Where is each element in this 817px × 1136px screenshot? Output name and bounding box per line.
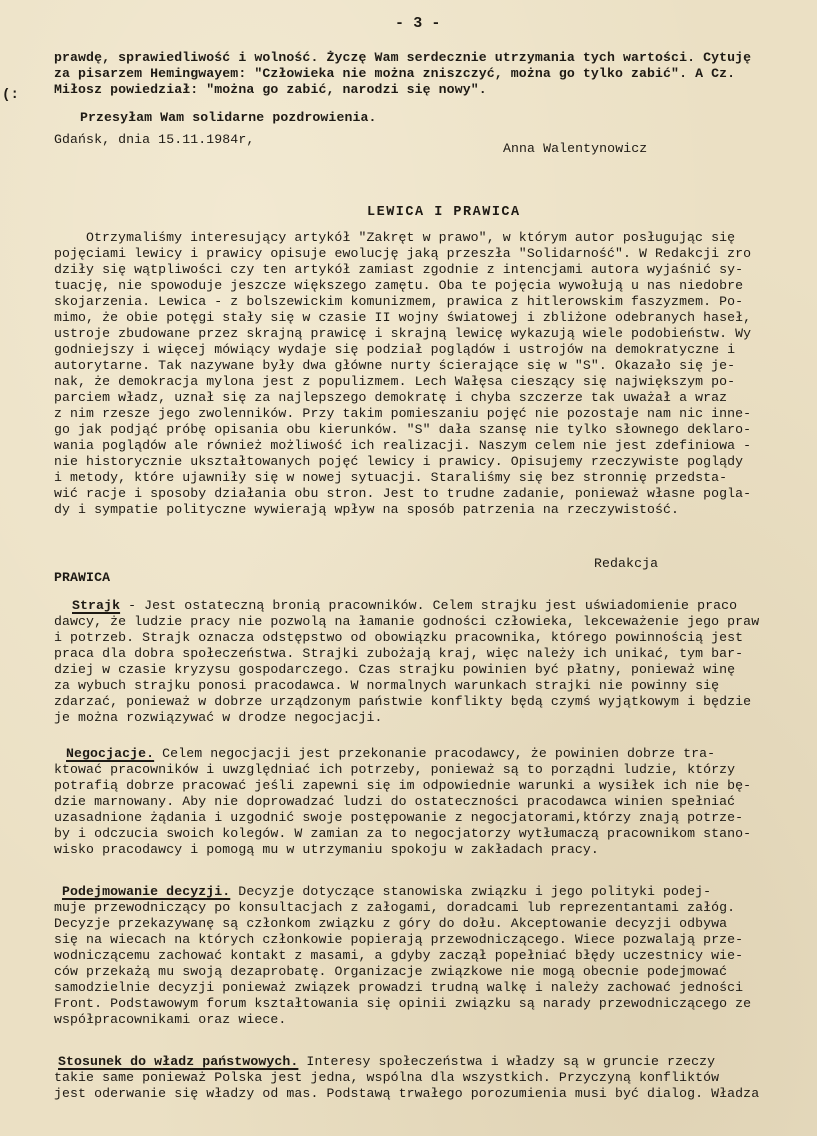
- text-line: prawdę, sprawiedliwość i wolność. Życzę Wam serdecznie utrzymania tych wartości. Cytuję: [54, 50, 752, 65]
- text-line: wania poglądów ale również możliwość ich realizacji. Naszym celem nie jest zdefiniowa -: [54, 438, 752, 453]
- text-line: wodniczącemu zachować kontakt z masami, a gdyby zaczął popełniać błędy uczestnicy wie-: [54, 948, 744, 963]
- article-title: LEWICA I PRAWICA: [367, 205, 521, 220]
- text-line: pojęciami lewicy i prawicy opisuje ewolucję jaką przeszła "Solidarność". W Redakcji zro: [54, 246, 752, 261]
- text-line: za pisarzem Hemingwayem: "Człowieka nie można zniszczyć, można go tylko zabić". A Cz.: [54, 66, 736, 81]
- text-line: dziej w czasie kryzysu gospodarczego. Czas strajku powinien być płatny, ponieważ winę: [54, 662, 736, 677]
- text-line: Miłosz powiedział: "można go zabić, narodzi się nowy".: [54, 82, 487, 97]
- text-line: potrafią dobrze pracować jeśli zapewni się im odpowiednie warunki a wysiłek ich nie bę-: [54, 778, 752, 793]
- text-line: go jak podjąć próbę opisania obu kierunków. "S" dała szansę nie tylko słownego deklaro-: [54, 422, 752, 437]
- text-line: dziły się wątpliwości czy ten artykół zamiast zgodnie z intencjami autora wyjaśnić sy-: [54, 262, 744, 277]
- text-line: się na wiecach na których członkowie popierają przewodniczącego. Wiece pozwalają prze-: [54, 932, 744, 947]
- text-line: nie historycznie ukształtowanych pojęć lewicy i prawicy. Opisujemy rzeczywiste poglądy: [54, 454, 744, 469]
- text-line: z nim rzesze jego zwolenników. Przy takim pomieszaniu pojęć nie pozostaje nam nic inne-: [54, 406, 752, 421]
- text-line: by i odczucia swoich kolegów. W zamian za to negocjatorzy wytłumaczą pracownikom stano-: [54, 826, 752, 841]
- text-line: je można rozwiązywać w drodze negocjacji.: [54, 710, 383, 725]
- paragraph-heading: Stosunek do władz państwowych.: [58, 1054, 299, 1069]
- text-line: uzasadnione żądania i uzgodnić swoje postępowanie z negocjatorami,którzy znają potrze-: [54, 810, 744, 825]
- text-line: współpracownikami oraz wiece.: [54, 1012, 287, 1027]
- text-line: wić racje i sposoby działania obu stron. Jest to trudne zadanie, ponieważ własne pogla-: [54, 486, 752, 501]
- text-line: praca dla dobra społeczeństwa. Strajki zubożają kraj, więc należy ich unikać, tym bar-: [54, 646, 744, 661]
- text-line: ktować pracowników i uwzględniać ich potrzeby, ponieważ są to porządni ludzie, którzy: [54, 762, 736, 777]
- text-line: takie same ponieważ Polska jest jedna, wspólna dla wszystkich. Przyczyną konfliktów: [54, 1070, 720, 1085]
- signature: Anna Walentynowicz: [503, 141, 648, 156]
- text-line: autorytarne. Tak nazywane były dwa główne nurty ścierające się w "S". Okazało się je-: [54, 358, 736, 373]
- paragraph-first-line: [62, 884, 711, 900]
- text-line: muje przewodniczący po konsultacjach z załogami, doradcami lub reprezentantami załóg.: [54, 900, 736, 915]
- text-line: Celem negocjacji jest przekonanie pracodawcy, że powinien dobrze tra-: [154, 746, 716, 761]
- text-line: ustroje zbudowane przez skrajną prawicę i skrajną lewicę wykazują wiele podobieństw. Wy: [54, 326, 752, 341]
- place-date: Gdańsk, dnia 15.11.1984r,: [54, 132, 255, 147]
- text-line: samodzielnie decyzji ponieważ związek prowadzi trudną walkę i należy zachować jedności: [54, 980, 744, 995]
- margin-mark: (:: [2, 87, 20, 103]
- paragraph-heading: Negocjacje.: [66, 746, 155, 761]
- text-line: i metody, które ujawniły się w nowej sytuacji. Staraliśmy się bez stronnię przedsta-: [54, 470, 728, 485]
- text-line: nak, że demokracja mylona jest z populizmem. Lech Wałęsa cieszący się największym po-: [54, 374, 736, 389]
- text-line: zdarzać, ponieważ w dobrze urządzonym państwie konflikty będą czymś wyjątkowym i będzie: [54, 694, 752, 709]
- text-line: jest oderwanie się władzy od mas. Podstawą trwałego porozumienia musi być dialog. Władza: [54, 1086, 760, 1101]
- text-line: Front. Podstawowym forum kształtowania się opinii związku są narady przewodniczącego ze: [54, 996, 752, 1011]
- text-line: za wybuch strajku ponosi pracodawca. W normalnych warunkach strajki nie powinny się: [54, 678, 720, 693]
- section-heading: PRAWICA: [54, 570, 111, 585]
- paragraph-first-line: [66, 746, 715, 762]
- greeting: Przesyłam Wam solidarne pozdrowienia.: [80, 110, 377, 125]
- text-line: godniejszy i więcej mówiący wydaje się podział poglądów i ustrojów na demokratyczne i: [54, 342, 736, 357]
- text-line: wisko pracodawcy i pomogą mu w utrzymaniu spokoju w zakładach pracy.: [54, 842, 599, 857]
- paragraph-first-line: [72, 598, 737, 614]
- text-line: i potrzeb. Strajk oznacza odstępstwo od obowiązku pracownika, którego powinnością jest: [54, 630, 744, 645]
- text-line: mimo, że obie potęgi stały się w czasie II wojny światowej i zbliżone odebranych haseł,: [54, 310, 752, 325]
- page-number: - 3 -: [395, 15, 441, 32]
- text-line: Decyzje dotyczące stanowiska związku i jego polityki podej-: [230, 884, 712, 899]
- text-line: dy i sympatie polityczne wywierają wpływ na sposób patrzenia na rzeczywistość.: [54, 502, 680, 517]
- text-line: Otrzymaliśmy interesujący artykół "Zakręt w prawo", w którym autor posługując się: [86, 230, 736, 245]
- byline: Redakcja: [594, 556, 659, 571]
- paragraph-first-line: [58, 1054, 715, 1070]
- text-line: - Jest ostateczną bronią pracowników. Celem strajku jest uświadomienie praco: [120, 598, 738, 613]
- text-line: tuację, nie spowoduje jeszcze większego zamętu. Oba te pojęcia wywołują u nas niedobre: [54, 278, 744, 293]
- text-line: skojarzenia. Lewica - z bolszewickim komunizmem, prawica z hitlerowskim faszyzmem. Po-: [54, 294, 744, 309]
- text-line: Decyzje przekazywanę są członkom związku z góry do dołu. Akceptowanie decyzji odbywa: [54, 916, 728, 931]
- text-line: dawcy, że ludzie pracy nie pozwolą na łamanie godności człowieka, lekceważenie jego praw: [54, 614, 760, 629]
- text-line: ców przekażą mu swoją dezaprobatę. Organizacje związkowe nie mogą obecnie podejmować: [54, 964, 728, 979]
- text-line: Interesy społeczeństwa i władzy są w gruncie rzeczy: [298, 1054, 716, 1069]
- text-line: parciem władz, uznał się za najlepszego demokratę i chyba szczerze tak uważał a wraz: [54, 390, 728, 405]
- paragraph-heading: Podejmowanie decyzji.: [62, 884, 231, 899]
- text-line: dzie marnowany. Aby nie doprowadzać ludzi do ostateczności pracodawca winien spełniać: [54, 794, 736, 809]
- paragraph-heading: Strajk: [72, 598, 121, 613]
